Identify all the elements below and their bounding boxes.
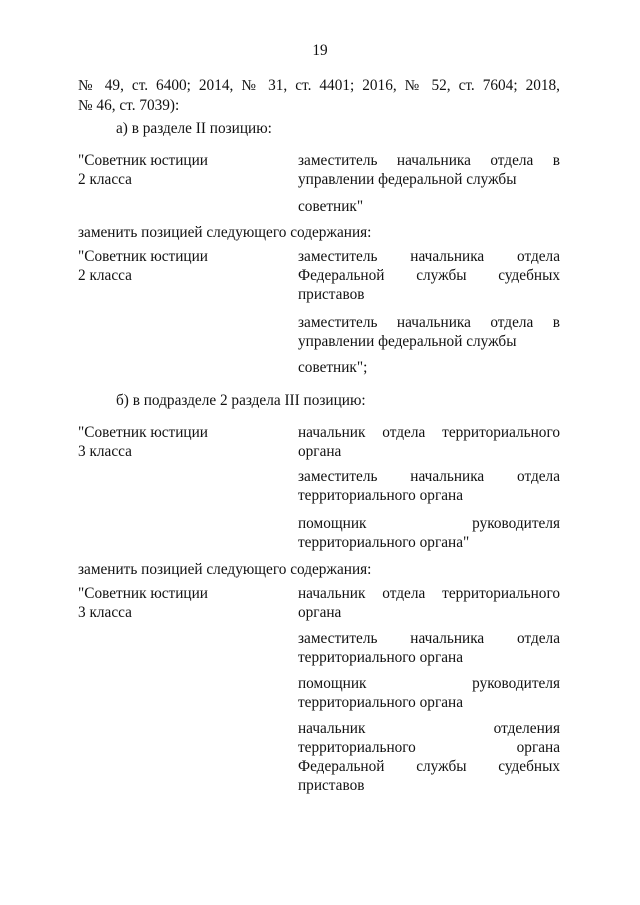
block4-position-3-line-2: территориального органа — [298, 694, 463, 711]
block2-position-1-line-2: Федеральной службы судебных — [298, 267, 560, 284]
block4-position-4-line-2: территориального органа — [298, 739, 560, 756]
block3-rank-line-2: 3 класса — [78, 443, 132, 460]
block3-rank-line-1: "Советник юстиции — [78, 424, 208, 441]
block3-position-3-line-1: помощник руководителя — [298, 515, 560, 532]
block3-position-2-line-2: территориального органа — [298, 487, 463, 504]
item-a-heading: а) в разделе II позицию: — [116, 120, 272, 137]
intro-line-2: № 46, ст. 7039): — [78, 97, 180, 114]
replace-instruction-2: заменить позицией следующего содержания: — [78, 561, 372, 578]
block2-position-3-line-1: советник"; — [298, 359, 368, 376]
block2-position-2-line-1: заместитель начальника отдела в — [298, 314, 560, 331]
block2-rank-line-1: "Советник юстиции — [78, 248, 208, 265]
block4-position-1-line-2: органа — [298, 604, 342, 621]
block4-position-1-line-1: начальник отдела территориального — [298, 585, 560, 602]
block3-position-2-line-1: заместитель начальника отдела — [298, 468, 560, 485]
block1-position-1-line-1: заместитель начальника отдела в — [298, 152, 560, 169]
block4-rank-line-1: "Советник юстиции — [78, 585, 208, 602]
block2-rank-line-2: 2 класса — [78, 267, 132, 284]
block4-position-2-line-1: заместитель начальника отдела — [298, 630, 560, 647]
item-b-heading: б) в подразделе 2 раздела III позицию: — [116, 392, 366, 409]
block4-position-4-line-4: приставов — [298, 777, 365, 794]
block3-position-1-line-2: органа — [298, 443, 342, 460]
block1-position-1-line-2: управлении федеральной службы — [298, 171, 517, 188]
block1-rank-line-2: 2 класса — [78, 171, 132, 188]
block1-position-2-line-1: советник" — [298, 198, 364, 215]
block4-position-3-line-1: помощник руководителя — [298, 675, 560, 692]
block4-position-4-line-3: Федеральной службы судебных — [298, 758, 560, 775]
block3-position-1-line-1: начальник отдела территориального — [298, 424, 560, 441]
block2-position-1-line-3: приставов — [298, 286, 365, 303]
replace-instruction-1: заменить позицией следующего содержания: — [78, 224, 372, 241]
block4-position-4-line-1: начальник отделения — [298, 720, 560, 737]
block2-position-1-line-1: заместитель начальника отдела — [298, 248, 560, 265]
intro-line-1: № 49, ст. 6400; 2014, № 31, ст. 4401; 2016, № 52, ст. 7604; 2018, — [78, 77, 560, 94]
block3-position-3-line-2: территориального органа" — [298, 534, 470, 551]
block2-position-2-line-2: управлении федеральной службы — [298, 333, 517, 350]
block4-position-2-line-2: территориального органа — [298, 649, 463, 666]
block1-rank-line-1: "Советник юстиции — [78, 152, 208, 169]
page-number: 19 — [312, 42, 328, 59]
block4-rank-line-2: 3 класса — [78, 604, 132, 621]
